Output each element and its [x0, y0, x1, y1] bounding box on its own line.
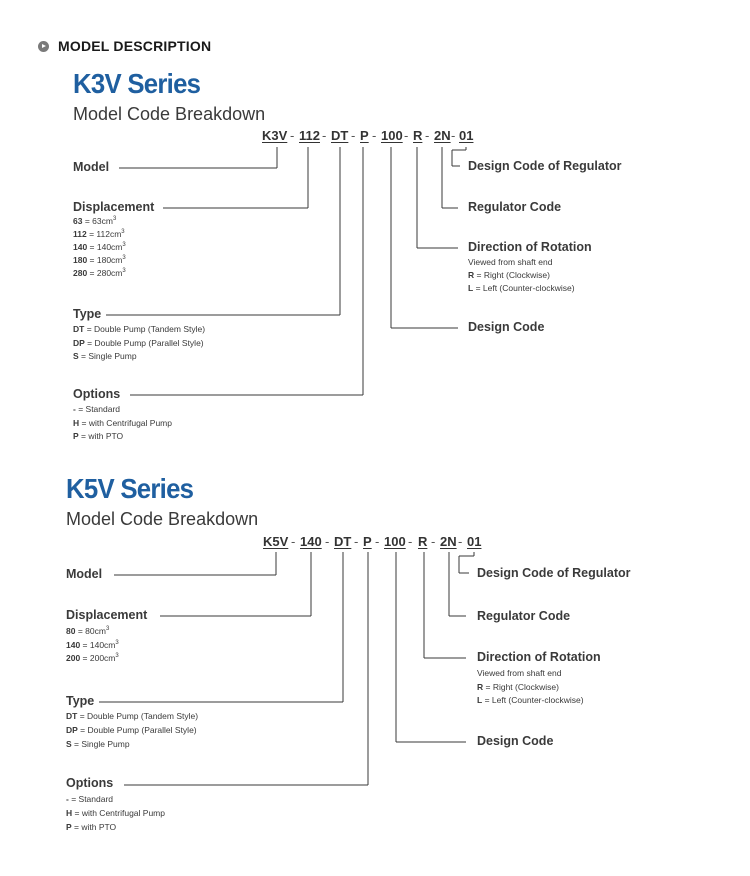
k5v-displacement-item: $200 = 200cm^3$: [66, 653, 119, 663]
k3v-series-title: K3V Series: [73, 68, 201, 99]
code-segment-options: P: [363, 534, 372, 549]
code-segment-displacement: 140: [300, 534, 322, 549]
k5v-options-item: P = with PTO: [66, 822, 117, 832]
code-segment-design-code: 100: [381, 128, 403, 143]
k3v-type-item: DP = Double Pump (Parallel Style): [73, 338, 204, 348]
code-segment-rotation: R: [418, 534, 428, 549]
k5v-direction-label: Direction of Rotation: [477, 650, 601, 664]
k5v-direction-note: Viewed from shaft end: [477, 668, 562, 678]
k5v-options-item: - = Standard: [66, 794, 114, 804]
code-segment-options: P: [360, 128, 369, 143]
code-segment-rotation: R: [413, 128, 423, 143]
code-separator: -: [325, 534, 330, 549]
k3v-direction-item: L = Left (Counter-clockwise): [468, 283, 575, 293]
code-separator: -: [458, 534, 463, 549]
code-segment-displacement: 112: [299, 128, 320, 143]
k3v-model-label: Model: [73, 160, 110, 174]
k5v-type-item: DP = Double Pump (Parallel Style): [66, 725, 197, 735]
k3v-options-item: - = Standard: [73, 404, 121, 414]
code-separator: -: [451, 128, 456, 143]
k3v-displacement-item: $180 = 180cm^3$: [73, 255, 126, 265]
code-segment-series: K3V: [262, 128, 288, 143]
k3v-subtitle: Model Code Breakdown: [73, 104, 266, 124]
code-separator: -: [354, 534, 359, 549]
k3v-direction-note: Viewed from shaft end: [468, 257, 553, 267]
k5v-direction-item: R = Right (Clockwise): [477, 682, 559, 692]
k5v-model-label: Model: [66, 567, 103, 581]
k5v-displacement-item: $80 = 80cm^3$: [66, 626, 110, 636]
k5v-type-item: DT = Double Pump (Tandem Style): [66, 711, 199, 721]
k5v-design-code-label: Design Code: [477, 734, 554, 748]
code-segment-regulator-design: 01: [467, 534, 482, 549]
code-segment-type: DT: [331, 128, 349, 143]
section-heading: MODEL DESCRIPTION: [58, 38, 212, 54]
k5v-type-label: Type: [66, 694, 95, 708]
k5v-series-title: K5V Series: [66, 473, 194, 504]
k5v-options-label: Options: [66, 776, 114, 790]
code-segment-series: K5V: [263, 534, 289, 549]
k3v-direction-label: Direction of Rotation: [468, 240, 592, 254]
k5v-options-item: H = with Centrifugal Pump: [66, 808, 165, 818]
k3v-type-item: DT = Double Pump (Tandem Style): [73, 324, 206, 334]
k3v-regulator-code-label: Regulator Code: [468, 200, 562, 214]
k3v-type-label: Type: [73, 307, 102, 321]
code-separator: -: [404, 128, 409, 143]
k5v-displacement-label: Displacement: [66, 608, 148, 622]
code-separator: -: [291, 534, 296, 549]
k3v-displacement-item: $112 = 112cm^3$: [73, 229, 125, 239]
code-separator: -: [322, 128, 327, 143]
code-separator: -: [425, 128, 430, 143]
code-segment-design-code: 100: [384, 534, 406, 549]
code-segment-regulator-design: 01: [459, 128, 474, 143]
k3v-type-item: S = Single Pump: [73, 351, 137, 361]
k3v-design-code-label: Design Code: [468, 320, 545, 334]
code-separator: -: [431, 534, 436, 549]
code-separator: -: [375, 534, 380, 549]
code-separator: -: [372, 128, 377, 143]
k3v-displacement-label: Displacement: [73, 200, 155, 214]
k3v-design-code-regulator-label: Design Code of Regulator: [468, 159, 622, 173]
k5v-regulator-code-label: Regulator Code: [477, 609, 571, 623]
k3v-options-item: H = with Centrifugal Pump: [73, 418, 172, 428]
k5v-type-item: S = Single Pump: [66, 739, 130, 749]
k5v-displacement-item: $140 = 140cm^3$: [66, 640, 119, 650]
code-separator: -: [290, 128, 295, 143]
k3v-direction-item: R = Right (Clockwise): [468, 270, 550, 280]
k5v-design-code-regulator-label: Design Code of Regulator: [477, 566, 631, 580]
k3v-displacement-item: $63 = 63cm^3$: [73, 216, 117, 226]
code-separator: -: [351, 128, 356, 143]
k3v-options-item: P = with PTO: [73, 431, 124, 441]
code-segment-type: DT: [334, 534, 352, 549]
k3v-displacement-item: $280 = 280cm^3$: [73, 268, 126, 278]
k5v-direction-item: L = Left (Counter-clockwise): [477, 695, 584, 705]
k3v-options-label: Options: [73, 387, 121, 401]
code-segment-regulator: 2N: [434, 128, 451, 143]
code-segment-regulator: 2N: [440, 534, 457, 549]
k5v-subtitle: Model Code Breakdown: [66, 509, 259, 529]
code-separator: -: [408, 534, 413, 549]
k3v-displacement-item: $140 = 140cm^3$: [73, 242, 126, 252]
